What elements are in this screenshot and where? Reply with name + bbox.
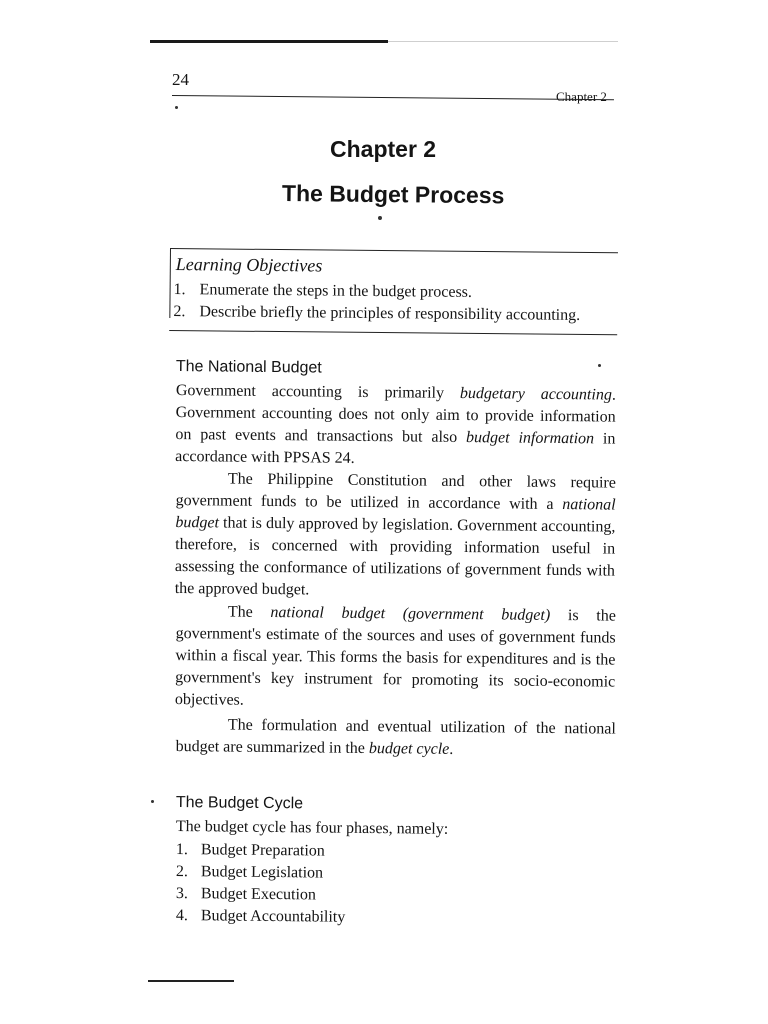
paragraph-national-budget-2: The Philippine Constitution and other laws require government funds to be utilized in accordance with a national budget that is duly approved by legislation. Government accounting, therefore, is concerned with providing information useful in assessing the conformance of utilizations of government funds with the approved budget.	[174, 470, 616, 599]
speck	[598, 364, 601, 367]
speck	[151, 800, 154, 803]
bottom-scan-rule	[148, 980, 234, 982]
box-bottom-rule	[169, 330, 617, 335]
top-scan-rule	[150, 40, 388, 43]
paragraph-national-budget-1: Government accounting is primarily budgetary accounting. Government accounting does not only aim to provide information on past events and transactions but also budget information in accordance with PPSAS 24.	[175, 381, 616, 467]
paragraph-national-budget-4: The formulation and eventual utilization of the national budget are summarized in the budget cycle.	[175, 716, 616, 758]
page-number: 24	[172, 70, 189, 89]
chapter-title: The Budget Process	[281, 180, 505, 209]
section-heading-budget-cycle: The Budget Cycle	[175, 794, 304, 813]
budget-cycle-phase: 4. Budget Accountability	[175, 906, 346, 926]
objective-item: 1. Enumerate the steps in the budget process.	[173, 281, 473, 301]
budget-cycle-intro: The budget cycle has four phases, namely:	[175, 817, 449, 838]
objective-item: 2. Describe briefly the principles of responsibility accounting.	[173, 303, 581, 324]
learning-objectives-box	[169, 248, 618, 336]
learning-objectives-title: Learning Objectives	[175, 254, 323, 276]
top-scan-rule-faint	[388, 41, 618, 42]
chapter-label: Chapter 2	[330, 136, 437, 162]
budget-cycle-phase: 3. Budget Execution	[175, 884, 317, 904]
budget-cycle-phase: 1. Budget Preparation	[175, 840, 325, 860]
speck	[378, 216, 382, 220]
budget-cycle-phase: 2. Budget Legislation	[175, 862, 324, 882]
paragraph-national-budget-3: The national budget (government budget) is the government's estimate of the sources and uses of government funds within a fiscal year. This forms the basis for expenditures and is the government's key instrument for promoting its socio-economic objectives.	[174, 603, 616, 709]
running-head: Chapter 2	[556, 89, 607, 104]
box-top-rule	[170, 248, 618, 253]
box-left-rule	[169, 248, 171, 318]
speck	[175, 106, 178, 109]
header-rule	[172, 95, 614, 100]
section-heading-national-budget: The National Budget	[175, 358, 322, 377]
